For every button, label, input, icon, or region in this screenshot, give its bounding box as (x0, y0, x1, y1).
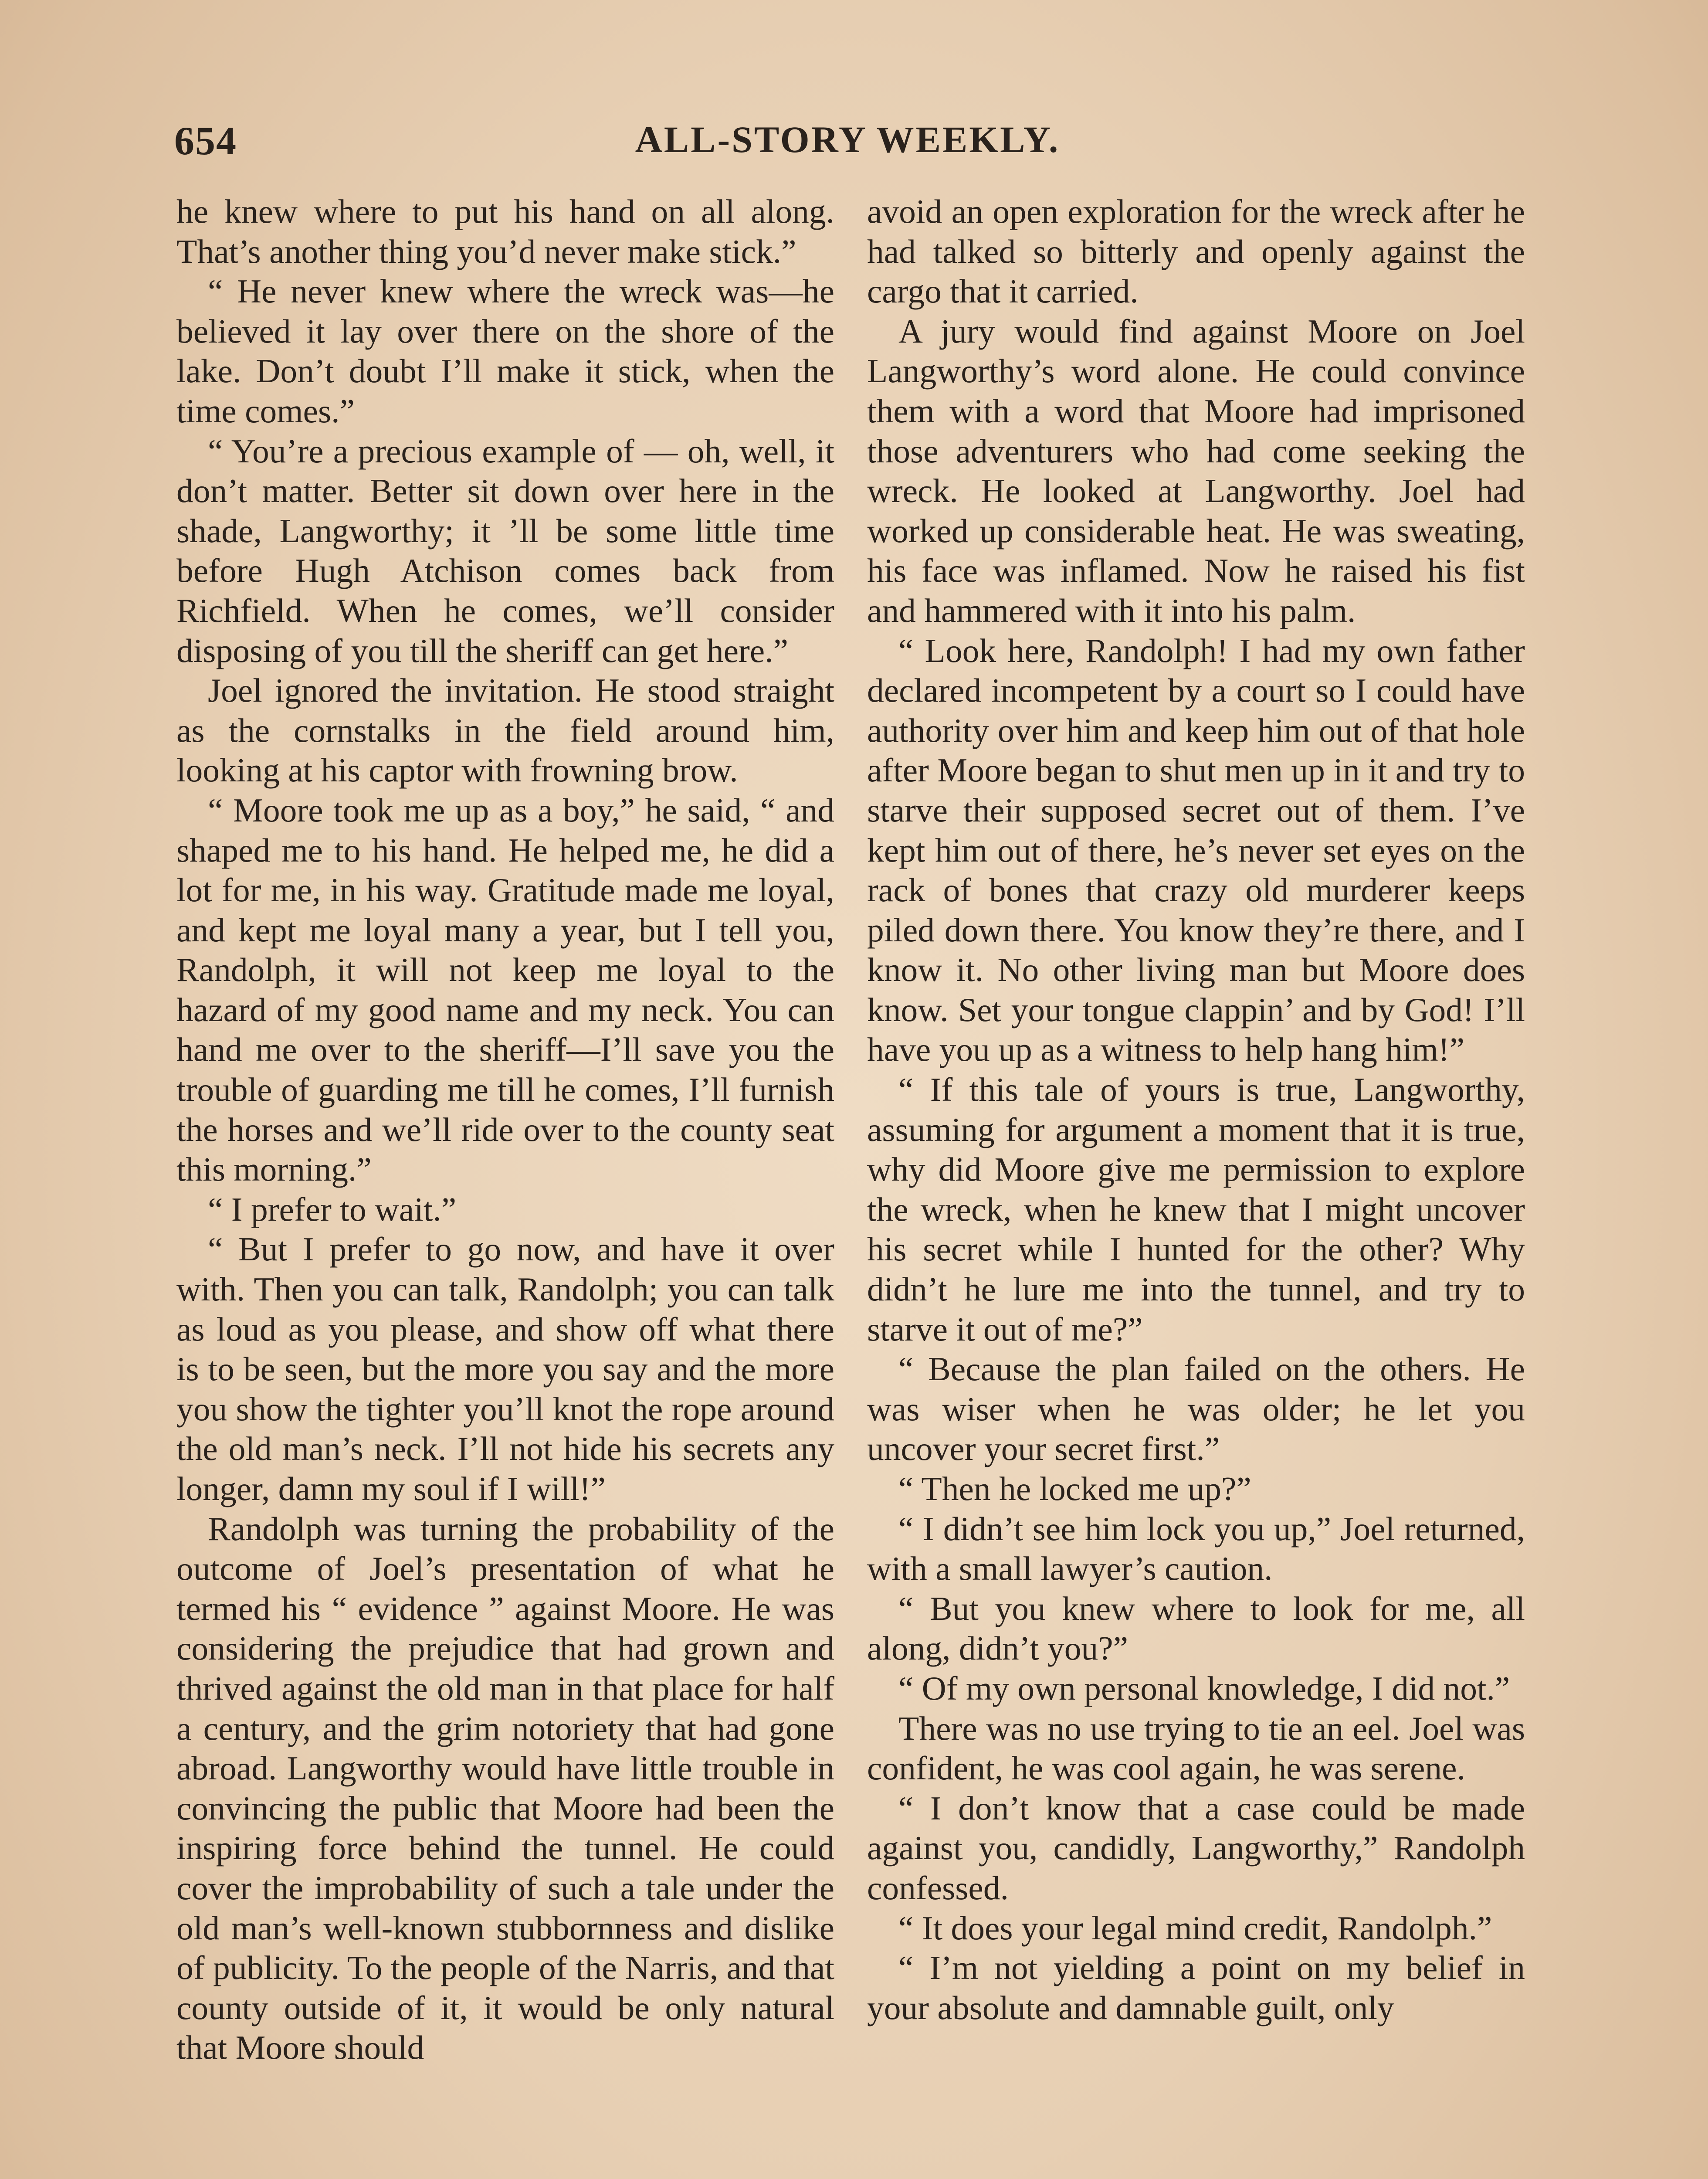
paragraph: “ Of my own personal knowledge, I did not.” (898, 1669, 1510, 1707)
paragraph: “ But I prefer to go now, and have it over with. Then you can talk, Randolph; you can talk as loud as you please, and show off what there is to be seen, but the more you say and the more you show the tighter you’ll knot the rope around the old man’s neck. I’ll not hide his secrets any longer, damn my soul if I will!” (176, 1230, 834, 1507)
paragraph: avoid an open exploration for the wreck after he had talked so bitterly and openly against the cargo that it carried. (867, 193, 1525, 310)
paragraph: “ I don’t know that a case could be made against you, candidly, Langworthy,” Randolph confessed. (867, 1789, 1525, 1907)
page-number: 654 (174, 119, 237, 163)
paragraph: “ You’re a precious example of — oh, well, it don’t matter. Better sit down over here in the shade, Langworthy; it ’ll be some little time before Hugh Atchison comes back from Richfield. When he comes, we’ll consider disposing of you till the sheriff can get here.” (176, 432, 834, 669)
paragraph: “ He never knew where the wreck was—he believed it lay over there on the shore of the lake. Don’t doubt I’ll make it stick, when the time comes.” (176, 272, 834, 430)
right-column (867, 192, 1525, 2028)
paragraph: “ Because the plan failed on the others. He was wiser when he was older; he let you uncover your secret first.” (867, 1350, 1525, 1468)
page-header (174, 118, 1521, 179)
paragraph: “ Look here, Randolph! I had my own father declared incompetent by a court so I could have authority over him and keep him out of that hole after Moore began to shut men up in it and try to starve their supposed secret out of them. I’ve kept him out of there, he’s never set eyes on the rack of bones that crazy old murderer keeps piled down there. You know they’re there, and I know it. No other living man but Moore does know. Set your tongue clappin’ and by God! I’ll have you up as a witness to help hang him!” (867, 631, 1525, 1069)
paragraph: There was no use trying to tie an eel. Joel was confident, he was cool again, he was serene. (867, 1709, 1525, 1787)
paragraph: A jury would find against Moore on Joel Langworthy’s word alone. He could convince them with a word that Moore had imprisoned those adventurers who had come seeking the wreck. He looked at Langworthy. Joel had worked up considerable heat. He was sweating, his face was inflamed. Now he raised his fist and hammered with it into his palm. (867, 312, 1525, 629)
paragraph: “ Moore took me up as a boy,” he said, “ and shaped me to his hand. He helped me, he did a lot for me, in his way. Gratitude made me loyal, and kept me loyal many a year, but I tell you, Randolph, it will not keep me loyal to the hazard of my good name and my neck. You can hand me over to the sheriff—I’ll save you the trouble of guarding me till he comes, I’ll furnish the horses and we’ll ride over to the county seat this morning.” (176, 791, 834, 1188)
left-column (176, 192, 834, 2068)
paragraph: “ I didn’t see him lock you up,” Joel returned, with a small lawyer’s caution. (867, 1510, 1525, 1588)
paragraph: “ Then he locked me up?” (898, 1470, 1251, 1507)
paragraph: “ If this tale of yours is true, Langworthy, assuming for argument a moment that it is true, why did Moore give me permission to explore the wreck, when he knew that I might uncover his secret while I hunted for the other? Why didn’t he lure me into the tunnel, and try to starve it out of me?” (867, 1071, 1525, 1348)
paragraph: “ But you knew where to look for me, all along, didn’t you?” (867, 1589, 1525, 1667)
running-head: ALL-STORY WEEKLY. (635, 119, 1060, 160)
paragraph: he knew where to put his hand on all along. That’s another thing you’d never make stick.” (176, 193, 834, 270)
paragraph: “ I’m not yielding a point on my belief in your absolute and damnable guilt, only (867, 1949, 1525, 2026)
paragraph: Joel ignored the invitation. He stood straight as the cornstalks in the field around him, looking at his captor with frowning brow. (176, 672, 834, 789)
paragraph: “ It does your legal mind credit, Randolph.” (898, 1909, 1492, 1947)
paragraph: “ I prefer to wait.” (208, 1190, 457, 1228)
paragraph: Randolph was turning the probability of the outcome of Joel’s presentation of what he termed his “ evidence ” against Moore. He was considering the prejudice that had grown and thrived against the old man in that place for half a century, and the grim notoriety that had gone abroad. Langworthy would have little trouble in convincing the public that Moore had been the inspiring force behind the tunnel. He could cover the improbability of such a tale under the old man’s well-known stubbornness and dislike of publicity. To the people of the Narris, and that county outside of it, it would be only natural that Moore should (176, 1510, 834, 2067)
